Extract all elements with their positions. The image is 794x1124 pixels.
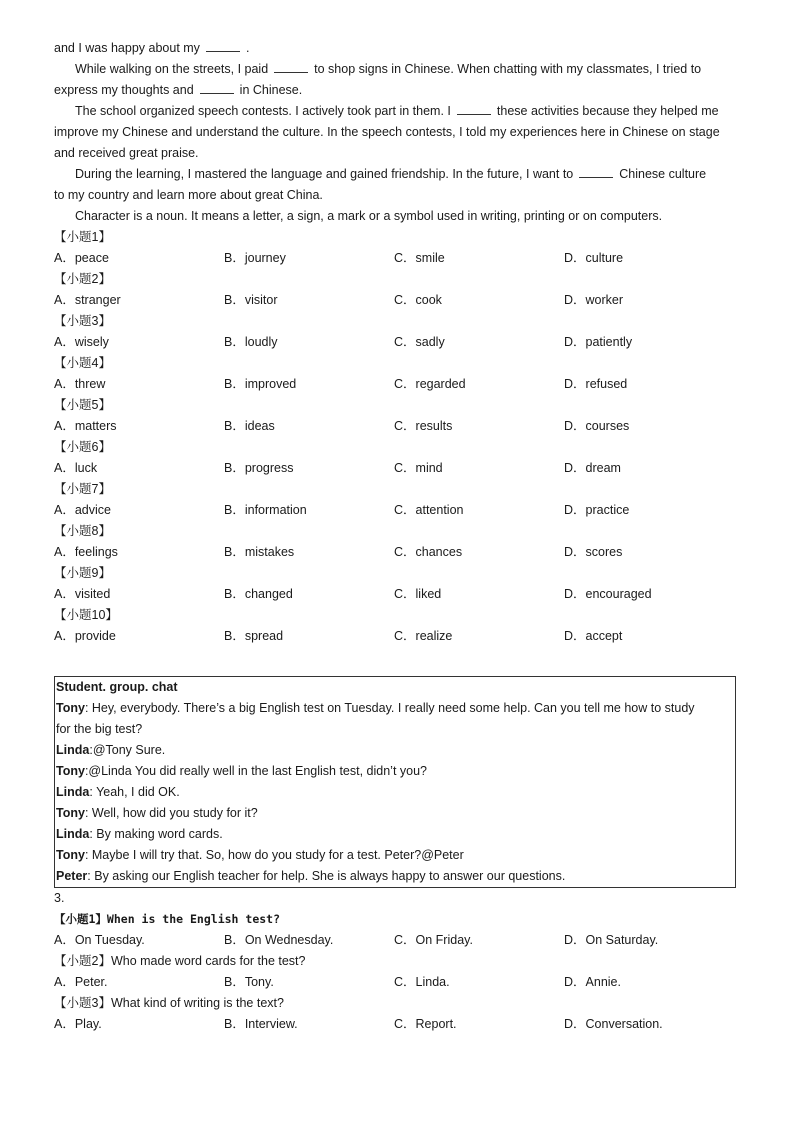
chat-speaker: Linda (56, 785, 90, 799)
option-row (54, 972, 744, 993)
option-b[interactable]: B．ideas (224, 419, 275, 433)
question-label: 【小题4】 (54, 356, 111, 370)
option-a[interactable]: A．Play. (54, 1017, 102, 1031)
option-c[interactable]: C．liked (394, 587, 442, 601)
option-d[interactable]: D．scores (564, 545, 623, 559)
question-label: 【小题1】When is the English test? (54, 912, 281, 926)
option-d[interactable]: D．practice (564, 503, 630, 517)
question-label: 【小题3】 (54, 314, 111, 328)
chat-message (55, 866, 735, 887)
question-list (54, 227, 744, 647)
chat-speaker: Linda (56, 827, 90, 841)
passage-line: The school organized speech contests. I actively took part in them. I these activities because they helped me (54, 101, 744, 122)
option-b[interactable]: B．spread (224, 629, 284, 643)
option-c[interactable]: C．smile (394, 251, 445, 265)
chat-text: : Yeah, I did OK. (89, 785, 180, 799)
question-label: 【小题5】 (54, 398, 111, 412)
chat-message (55, 698, 735, 719)
option-b[interactable]: B．loudly (224, 335, 278, 349)
option-c[interactable]: C．mind (394, 461, 443, 475)
option-a[interactable]: A．On Tuesday. (54, 933, 145, 947)
question-label: 【小题1】 (54, 230, 111, 244)
chat-message (55, 740, 735, 761)
chat-speaker: Peter (56, 869, 88, 883)
answer-blank[interactable] (274, 59, 308, 73)
section-number: 3. (54, 891, 65, 905)
option-b[interactable]: B．journey (224, 251, 286, 265)
chat-message (55, 803, 735, 824)
option-c[interactable]: C．results (394, 419, 453, 433)
chat-text: : Maybe I will try that. So, how do you study for a test. Peter?@Peter (84, 848, 464, 862)
passage-section (54, 38, 744, 647)
option-a[interactable]: A．threw (54, 377, 106, 391)
question-label: 【小题10】 (54, 608, 118, 622)
option-c[interactable]: C．Report. (394, 1017, 457, 1031)
option-b[interactable]: B．visitor (224, 293, 278, 307)
option-b[interactable]: B．information (224, 503, 307, 517)
option-b[interactable]: B．Interview. (224, 1017, 298, 1031)
chat-text: : By making word cards. (89, 827, 223, 841)
chat-message (55, 845, 735, 866)
passage-line: While walking on the streets, I paid to shop signs in Chinese. When chatting with my classmates, I tried to (54, 59, 744, 80)
option-d[interactable]: D．Annie. (564, 975, 621, 989)
chat-text: for the big test? (56, 722, 143, 736)
chat-text: : Well, how did you study for it? (84, 806, 258, 820)
option-d[interactable]: D．worker (564, 293, 624, 307)
question-label: 【小题7】 (54, 482, 111, 496)
option-d[interactable]: D．culture (564, 251, 624, 265)
passage-line: Character is a noun. It means a letter, a sign, a mark or a symbol used in writing, printing or on computers. (75, 209, 663, 223)
option-d[interactable]: D．courses (564, 419, 630, 433)
option-a[interactable]: A．stranger (54, 293, 121, 307)
chat-speaker: Tony (56, 701, 85, 715)
option-c[interactable]: C．attention (394, 503, 464, 517)
group-chat-box (54, 676, 736, 888)
chat-message (55, 719, 735, 740)
chat-message (55, 782, 735, 803)
answer-blank[interactable] (200, 80, 234, 94)
chat-text: :@Tony Sure. (89, 743, 166, 757)
option-d[interactable]: D．Conversation. (564, 1017, 663, 1031)
option-d[interactable]: D．On Saturday. (564, 933, 659, 947)
chat-message (55, 824, 735, 845)
question-label: 【小题8】 (54, 524, 111, 538)
option-row (54, 626, 744, 647)
option-b[interactable]: B．changed (224, 587, 293, 601)
option-d[interactable]: D．patiently (564, 335, 633, 349)
option-d[interactable]: D．encouraged (564, 587, 652, 601)
option-b[interactable]: B．Tony. (224, 975, 274, 989)
question-label: 【小题6】 (54, 440, 111, 454)
option-a[interactable]: A．wisely (54, 335, 109, 349)
option-row (54, 416, 744, 437)
passage-line: and I was happy about my . (54, 38, 744, 59)
option-row (54, 930, 744, 951)
option-c[interactable]: C．regarded (394, 377, 466, 391)
question-label: 【小题9】 (54, 566, 111, 580)
option-a[interactable]: A．matters (54, 419, 117, 433)
option-row (54, 584, 744, 605)
option-c[interactable]: C．realize (394, 629, 453, 643)
option-a[interactable]: A．provide (54, 629, 116, 643)
question-label: 【小题2】Who made word cards for the test? (54, 954, 306, 968)
section-3-questions (54, 909, 744, 1035)
option-a[interactable]: A．peace (54, 251, 109, 265)
option-d[interactable]: D．accept (564, 629, 623, 643)
option-d[interactable]: D．refused (564, 377, 628, 391)
option-d[interactable]: D．dream (564, 461, 621, 475)
question-label: 【小题2】 (54, 272, 111, 286)
chat-text: :@Linda You did really well in the last English test, didn’t you? (84, 764, 428, 778)
chat-speaker: Tony (56, 764, 85, 778)
option-c[interactable]: C．cook (394, 293, 442, 307)
option-row (54, 500, 744, 521)
section-3 (54, 888, 744, 1035)
passage-line: express my thoughts and in Chinese. (54, 80, 744, 101)
option-row (54, 248, 744, 269)
option-row (54, 458, 744, 479)
option-b[interactable]: B．improved (224, 377, 297, 391)
chat-speaker: Linda (56, 743, 90, 757)
chat-text: : By asking our English teacher for help. She is always happy to answer our questions. (87, 869, 566, 883)
option-a[interactable]: A．advice (54, 503, 111, 517)
option-c[interactable]: C．Linda. (394, 975, 450, 989)
chat-speaker: Tony (56, 848, 85, 862)
chat-speaker: Tony (56, 806, 85, 820)
passage-line: During the learning, I mastered the language and gained friendship. In the future, I want to Chinese culture (54, 164, 744, 185)
passage-line: and received great praise. (54, 146, 199, 160)
passage-line: improve my Chinese and understand the culture. In the speech contests, I told my experiences here in Chinese on stage (54, 125, 720, 139)
passage-line: to my country and learn more about great China. (54, 188, 323, 202)
chat-title: Student. group. chat (56, 680, 178, 694)
chat-text: : Hey, everybody. There’s a big English test on Tuesday. I really need some help. Can you tell me how to study (84, 701, 695, 715)
option-b[interactable]: B．mistakes (224, 545, 295, 559)
question-label: 【小题3】What kind of writing is the text? (54, 996, 284, 1010)
answer-blank[interactable] (457, 101, 491, 115)
option-b[interactable]: B．progress (224, 461, 294, 475)
option-row (54, 374, 744, 395)
option-row (54, 542, 744, 563)
chat-lines (55, 698, 735, 887)
option-row (54, 1014, 744, 1035)
answer-blank[interactable] (579, 164, 613, 178)
option-c[interactable]: C．sadly (394, 335, 445, 349)
option-c[interactable]: C．chances (394, 545, 463, 559)
option-a[interactable]: A．visited (54, 587, 111, 601)
option-b[interactable]: B．On Wednesday. (224, 933, 334, 947)
option-row (54, 290, 744, 311)
answer-blank[interactable] (206, 38, 240, 52)
option-a[interactable]: A．feelings (54, 545, 118, 559)
option-a[interactable]: A．luck (54, 461, 98, 475)
option-row (54, 332, 744, 353)
option-c[interactable]: C．On Friday. (394, 933, 473, 947)
chat-message (55, 761, 735, 782)
option-a[interactable]: A．Peter. (54, 975, 108, 989)
